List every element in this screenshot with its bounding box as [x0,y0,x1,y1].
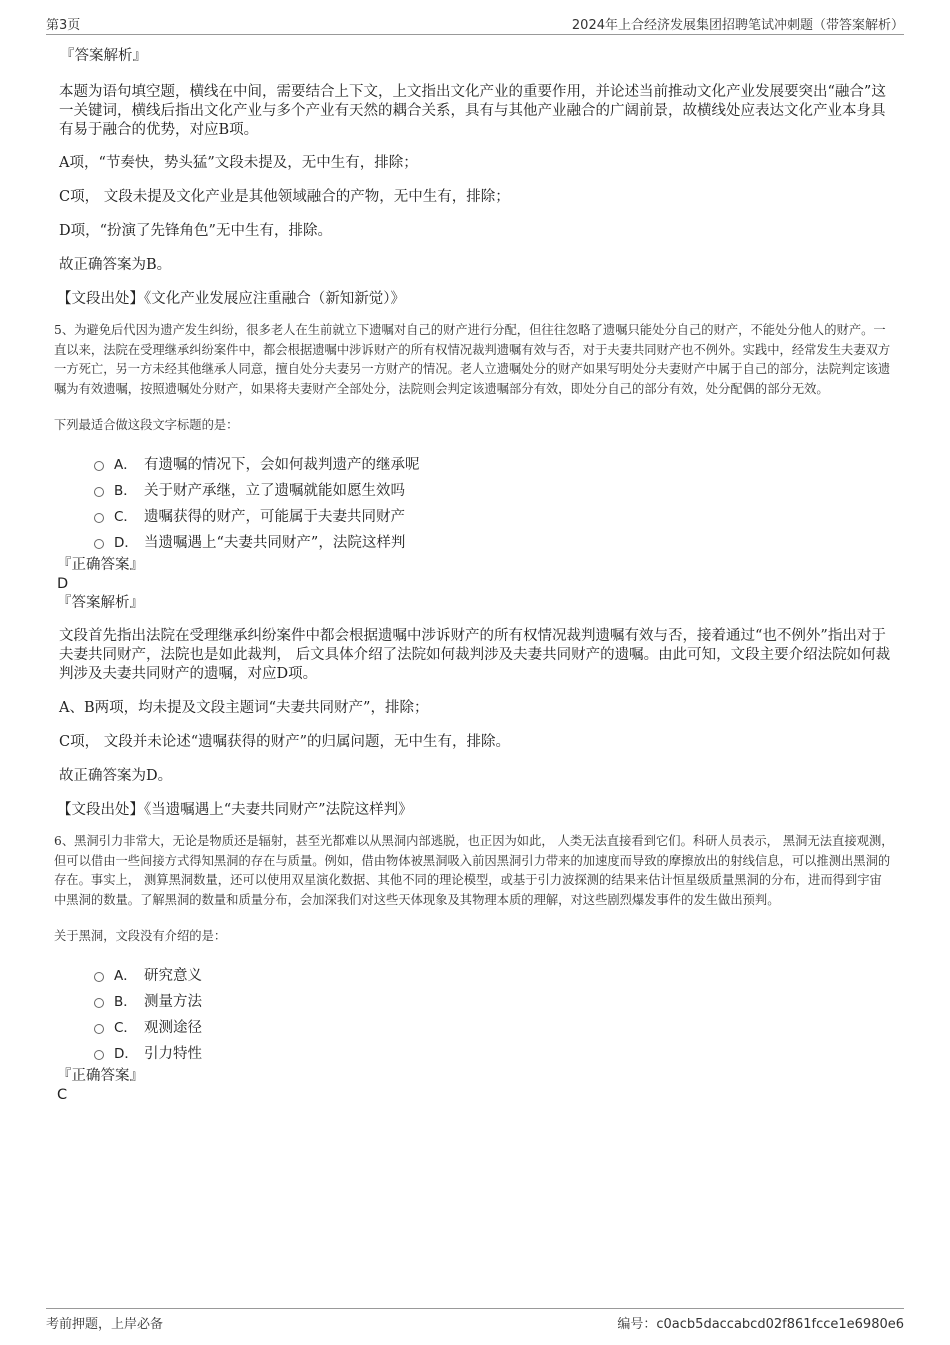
option-letter: D． [114,535,138,551]
source-citation: 【文段出处】《当遗嘱遇上“夫妻共同财产”法院这样判》 [57,802,413,818]
option-b[interactable] [94,987,892,1013]
option-b[interactable] [94,476,892,502]
correct-answer-label: 『正确答案』 [57,1068,144,1084]
radio-icon[interactable] [94,1050,104,1060]
option-d[interactable] [94,528,892,554]
radio-icon[interactable] [94,998,104,1008]
question-5-prompt: 下列最适合做这段文字标题的是： [54,418,239,432]
page-footer [46,1308,904,1335]
radio-icon[interactable] [94,972,104,982]
option-text: 测量方法 [144,993,202,1010]
option-text: 当遗嘱遇上“夫妻共同财产”，法院这样判 [144,534,406,551]
code-label: 编号： [617,1317,657,1332]
question-6-options [94,961,892,1065]
option-a[interactable] [94,961,892,987]
question-5-text: 5、为避免后代因为遗产发生纠纷，很多老人在生前就立下遗嘱对自己的财产进行分配，但往往忽略了遗嘱只能处分自己的财产，不能处分他人的财产。一直以来，法院在受理继承纠纷案件中，都会根据遗嘱中涉诉财产的所有权情况裁判遗嘱有效与否，对于夫妻共同财产也不例外。实践中，经常发生夫妻双方一方死亡，另一方未经其他继承人同意，擅自处分夫妻另一方财产的情况。老人立遗嘱处分的财产如果写明处分夫妻财产中属于自己的部分，法院判定该遗嘱为有效遗嘱，按照遗嘱处分财产，如果将夫妻财产全部处分，法院则会判定该遗嘱部分有效，即处分自己的部分有效，处分配偶的部分无效。 [54,323,891,396]
analysis-paragraph: C项， 文段并未论述“遗嘱获得的财产”的归属问题，无中生有，排除。 [59,734,511,750]
code-value: c0acb5daccabcd02f861fcce1e6980e6 [656,1317,904,1332]
correct-answer-value: D [57,576,69,592]
radio-icon[interactable] [94,539,104,549]
option-d[interactable] [94,1039,892,1065]
correct-answer-label: 『正确答案』 [57,557,144,573]
option-letter: A． [114,457,137,473]
option-text: 关于财产承继，立了遗嘱就能如愿生效吗 [144,482,405,499]
page-header [46,14,904,35]
analysis-paragraph: C项， 文段未提及文化产业是其他领域融合的产物，无中生有，排除； [59,189,510,205]
source-citation: 【文段出处】《文化产业发展应注重融合（新知新觉）》 [57,291,405,307]
analysis-paragraph: 本题为语句填空题，横线在中间，需要结合上下文，上文指出文化产业的重要作用，并论述当前推动文化产业发展要突出“融合”这一关键词，横线后指出文化产业与多个产业有天然的耦合关系，具有与其他产业融合的广阔前景，故横线处应表达文化产业本身具有易于融合的优势，对应B项。 [59,84,886,138]
radio-icon[interactable] [94,513,104,523]
analysis-paragraph: A项，“节奏快，势头猛”文段未提及，无中生有，排除； [59,155,418,171]
analysis-paragraph: 文段首先指出法院在受理继承纠纷案件中都会根据遗嘱中涉诉财产的所有权情况裁判遗嘱有效与否，接着通过“也不例外”指出对于夫妻共同财产，法院也是如此裁判， 后文具体介绍了法院如何裁判涉及夫妻共同财产的遗嘱。由此可知，文段主要介绍法院如何裁判涉及夫妻共同财产的遗嘱，对应D项。 [59,628,891,682]
option-text: 有遗嘱的情况下，会如何裁判遗产的继承呢 [144,456,420,473]
analysis-paragraph: A、B两项，均未提及文段主题词“夫妻共同财产”，排除； [59,700,429,716]
radio-icon[interactable] [94,1024,104,1034]
option-letter: B． [114,994,137,1010]
option-text: 研究意义 [144,967,202,984]
analysis-paragraph: 故正确答案为D。 [59,768,173,784]
page-content [54,46,894,1105]
option-c[interactable] [94,502,892,528]
document-code [617,1313,904,1335]
page-number: 第3页 [46,18,81,33]
option-letter: B． [114,483,137,499]
option-letter: C． [114,1020,137,1036]
analysis-paragraph: 故正确答案为B。 [59,257,172,273]
option-c[interactable] [94,1013,892,1039]
analysis-block [57,83,892,140]
analysis-paragraph: D项，“扮演了先锋角色”无中生有，排除。 [59,223,332,239]
option-text: 引力特性 [144,1045,202,1062]
correct-answer-value: C [57,1087,68,1103]
radio-icon[interactable] [94,487,104,497]
document-title: 2024年上合经济发展集团招聘笔试冲刺题（带答案解析） [571,18,904,33]
question-5-options [94,450,892,554]
option-letter: A． [114,968,137,984]
footer-slogan: 考前押题，上岸必备 [46,1317,164,1332]
option-text: 观测途径 [144,1019,202,1036]
option-text: 遗嘱获得的财产，可能属于夫妻共同财产 [144,508,405,525]
analysis-label: 『答案解析』 [60,48,147,64]
option-letter: D． [114,1046,138,1062]
option-letter: C． [114,509,137,525]
option-a[interactable] [94,450,892,476]
question-6-text: 6、黑洞引力非常大，无论是物质还是辐射，甚至光都难以从黑洞内部逃脱，也正因为如此， 人类无法直接看到它们。科研人员表示， 黑洞无法直接观测，但可以借由一些间接方式得知黑洞的存在与质量。例如，借由物体被黑洞吸入前因黑洞引力带来的加速度而导致的摩擦放出的射线信息，可以推测出黑洞的存在。事实上， 测算黑洞数量，还可以使用双星演化数据、其他不同的理论模型，或基于引力波探测的结果来估计恒星级质量黑洞的分布，进而得到宇宙中黑洞的数量。了解黑洞的数量和质量分布，会加深我们对这些天体现象及其物理本质的理解，对这些剧烈爆发事件的发生做出预判。 [54,834,894,907]
radio-icon[interactable] [94,461,104,471]
question-6-prompt: 关于黑洞，文段没有介绍的是： [54,929,227,943]
analysis-label: 『答案解析』 [57,595,144,611]
